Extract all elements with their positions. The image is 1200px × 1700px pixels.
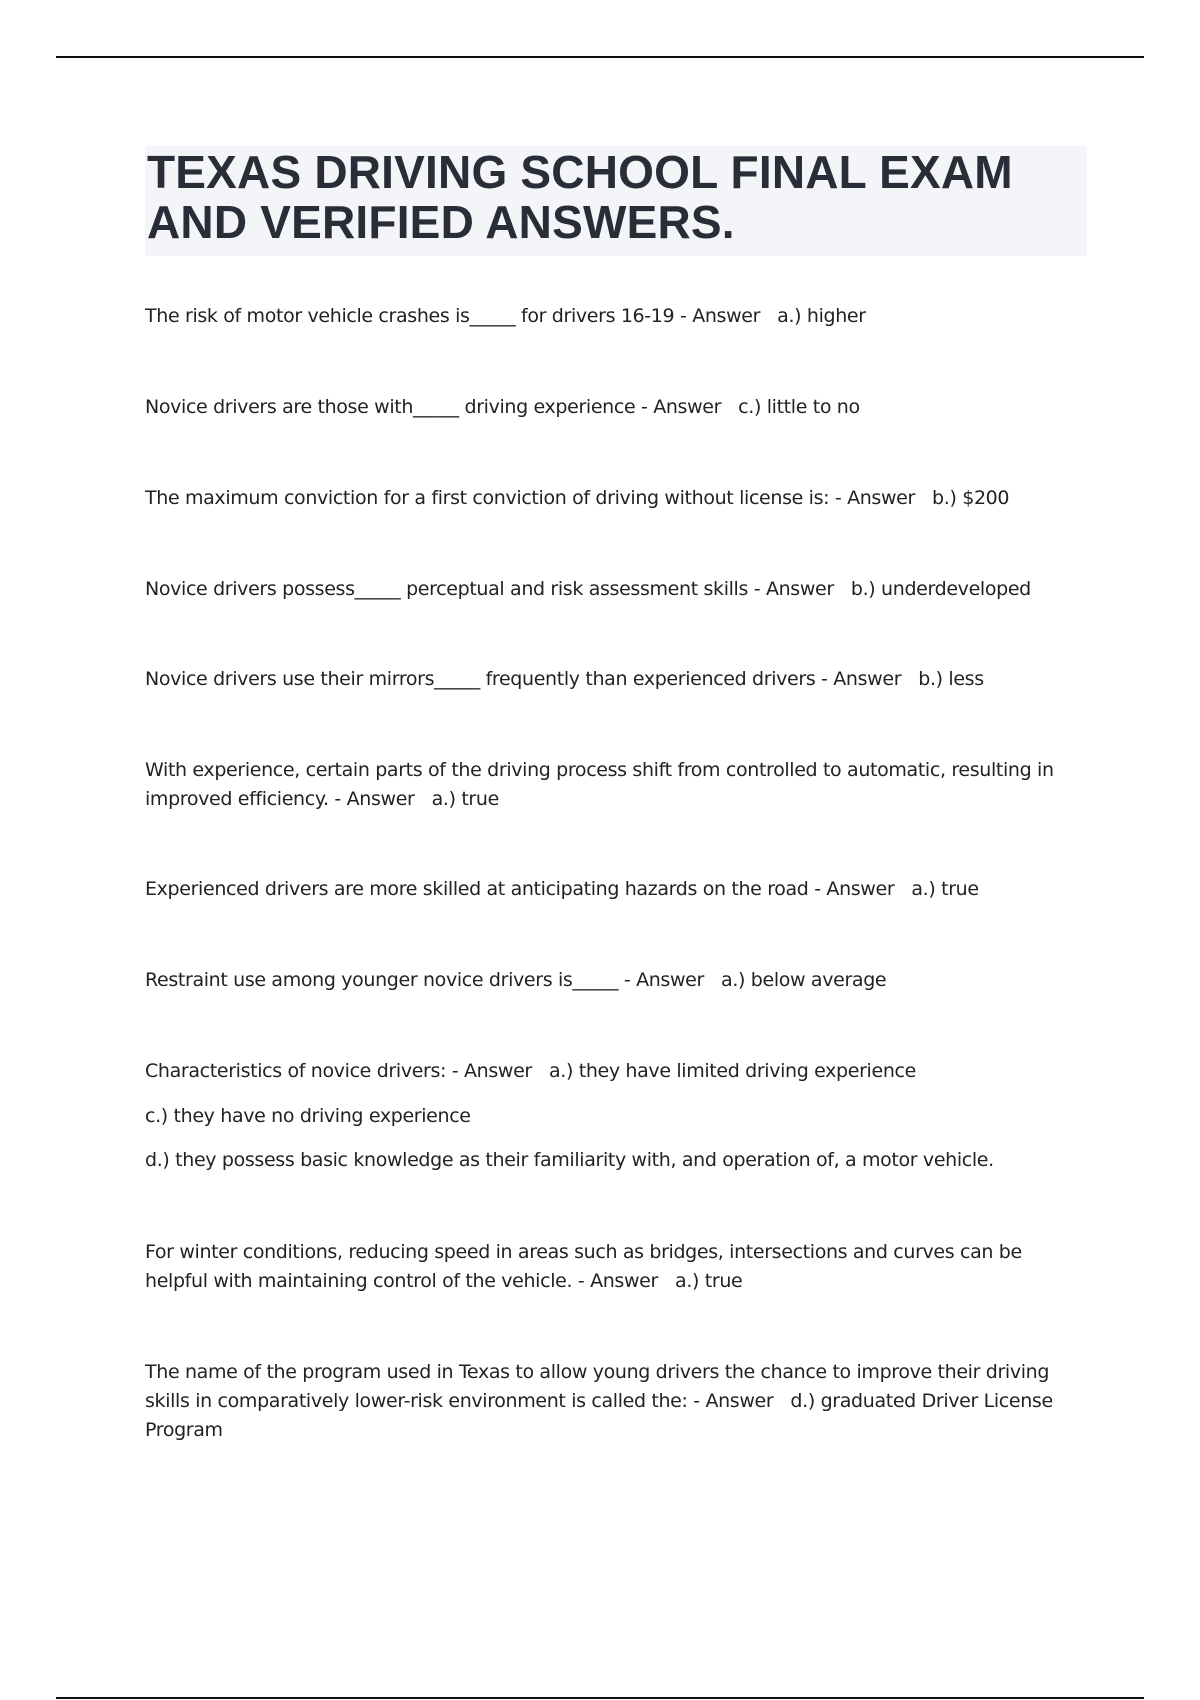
answer-text: d.) graduated Driver License Program [145, 1390, 1053, 1441]
bottom-rule [56, 1697, 1144, 1699]
qa-line [145, 575, 1085, 604]
question-text: Restraint use among younger novice drivers is_____ - [145, 969, 631, 991]
question-text: Novice drivers use their mirrors_____ frequently than experienced drivers - [145, 668, 828, 690]
question-text: For winter conditions, reducing speed in areas such as bridges, intersections and curves can be helpful with maintaining control of the vehicle. - [145, 1241, 1022, 1292]
answer-text: a.) true [431, 788, 499, 810]
answer-text: b.) $200 [932, 487, 1010, 509]
title-line-1: TEXAS DRIVING SCHOOL FINAL EXAM [147, 146, 1013, 198]
qa-line [145, 1057, 1085, 1086]
answer-text: a.) higher [777, 305, 866, 327]
answer-text: a.) they have limited driving experience [548, 1060, 916, 1082]
qa-item [145, 1238, 1085, 1296]
answer-text: b.) less [918, 668, 984, 690]
top-rule [56, 56, 1144, 58]
question-text: The name of the program used in Texas to allow young drivers the chance to improve their driving skills in comparatively lower-risk environment is called the: - [145, 1361, 1050, 1412]
answer-label: Answer [653, 396, 722, 418]
extra-answer: c.) they have no driving experience [145, 1105, 471, 1127]
extra-answer: d.) they possess basic knowledge as their familiarity with, and operation of, a motor vehicle. [145, 1149, 994, 1171]
answer-label: Answer [464, 1060, 532, 1082]
answer-label: Answer [590, 1270, 658, 1292]
answer-text: b.) underdeveloped [850, 578, 1031, 600]
qa-item [145, 1358, 1085, 1445]
answer-label: Answer [847, 487, 915, 509]
question-text: With experience, certain parts of the driving process shift from controlled to automatic, resulting in improved efficiency. - [145, 759, 1054, 810]
qa-item [145, 302, 1085, 331]
question-text: Experienced drivers are more skilled at anticipating hazards on the road - [145, 878, 821, 900]
question-text: The maximum conviction for a first conviction of driving without license is: - [145, 487, 842, 509]
qa-line [145, 484, 1085, 513]
qa-item [145, 1057, 1085, 1175]
qa-line [145, 875, 1085, 904]
qa-line [145, 1358, 1085, 1445]
question-text: Novice drivers are those with_____ driving experience - [145, 396, 648, 418]
document-title [145, 146, 1087, 256]
answer-label: Answer [692, 305, 761, 327]
answer-label: Answer [765, 578, 834, 600]
qa-item [145, 966, 1085, 995]
answer-label: Answer [833, 668, 902, 690]
qa-item [145, 484, 1085, 513]
question-text: The risk of motor vehicle crashes is_____ for drivers 16-19 - [145, 305, 687, 327]
qa-line [145, 756, 1085, 814]
qa-item [145, 393, 1085, 422]
qa-line [145, 665, 1085, 694]
qa-line [145, 966, 1085, 995]
answer-text: a.) below average [721, 969, 887, 991]
question-text: Characteristics of novice drivers: - [145, 1060, 459, 1082]
qa-line [145, 393, 1085, 422]
answer-label: Answer [826, 878, 895, 900]
answer-label: Answer [636, 969, 704, 991]
qa-item [145, 575, 1085, 604]
qa-line [145, 302, 1085, 331]
qa-item [145, 756, 1085, 814]
title-line-2: AND VERIFIED ANSWERS. [147, 196, 735, 248]
qa-item [145, 665, 1085, 694]
answer-label: Answer [346, 788, 415, 810]
qa-item [145, 875, 1085, 904]
answer-text: c.) little to no [738, 396, 860, 418]
answer-label: Answer [705, 1390, 774, 1412]
qa-line [145, 1238, 1085, 1296]
answer-text: a.) true [911, 878, 979, 900]
question-text: Novice drivers possess_____ perceptual and risk assessment skills - [145, 578, 761, 600]
answer-text: a.) true [675, 1270, 743, 1292]
